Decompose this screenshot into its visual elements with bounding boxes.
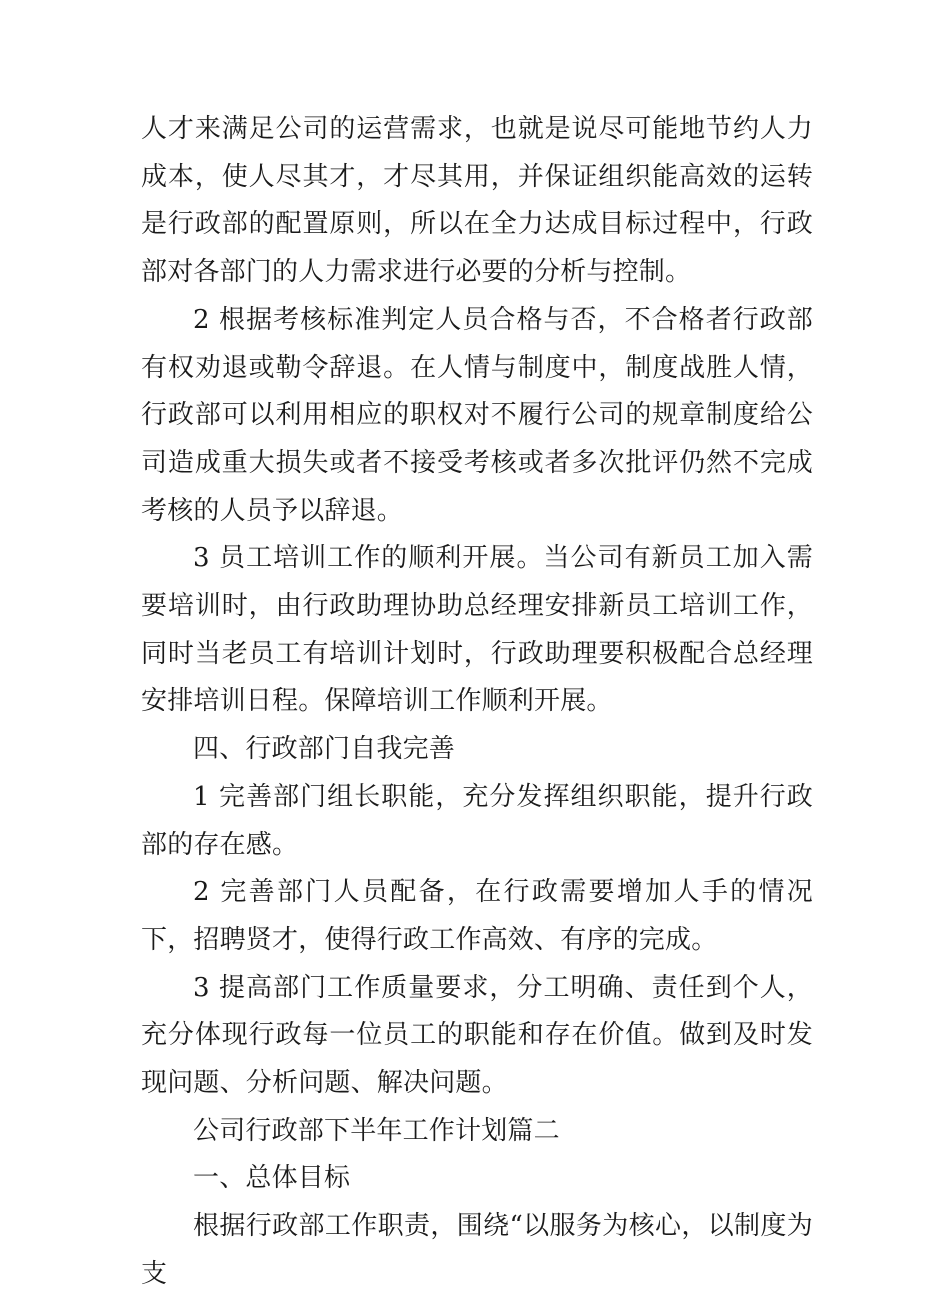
paragraph-2: 2 根据考核标准判定人员合格与否，不合格者行政部有权劝退或勒令辞退。在人情与制度中，制度战胜人情，行政部可以利用相应的职权对不履行公司的规章制度给公司造成重大损失或者不接受考核或者多次批评仍然不完成考核的人员予以辞退。 [141,304,813,526]
document-body [141,106,813,1299]
section-heading-1: 一、总体目标 [193,1163,351,1194]
article-title-part-two: 公司行政部下半年工作计划篇二 [193,1115,560,1146]
paragraph-7: 3 提高部门工作质量要求，分工明确、责任到个人，充分体现行政每一位员工的职能和存在价值。做到及时发现问题、分析问题、解决问题。 [141,972,813,1099]
paragraph-3: 3 员工培训工作的顺利开展。当公司有新员工加入需要培训时，由行政助理协助总经理安排新员工培训工作，同时当老员工有培训计划时，行政助理要积极配合总经理安排培训日程。保障培训工作顺利开展。 [141,543,813,717]
paragraph-6: 2 完善部门人员配备，在行政需要增加人手的情况下，招聘贤才，使得行政工作高效、有序的完成。 [141,877,813,955]
section-heading-4: 四、行政部门自我完善 [193,734,456,765]
paragraph-10: 根据行政部工作职责，围绕“以服务为核心，以制度为支 [141,1211,813,1289]
paragraph-5: 1 完善部门组长职能，充分发挥组织职能，提升行政部的存在感。 [141,781,813,860]
paragraph-1: 人才来满足公司的运营需求，也就是说尽可能地节约人力成本，使人尽其才，才尽其用，并保证组织能高效的运转是行政部的配置原则，所以在全力达成目标过程中，行政部对各部门的人力需求进行必要的分析与控制。 [141,114,813,288]
